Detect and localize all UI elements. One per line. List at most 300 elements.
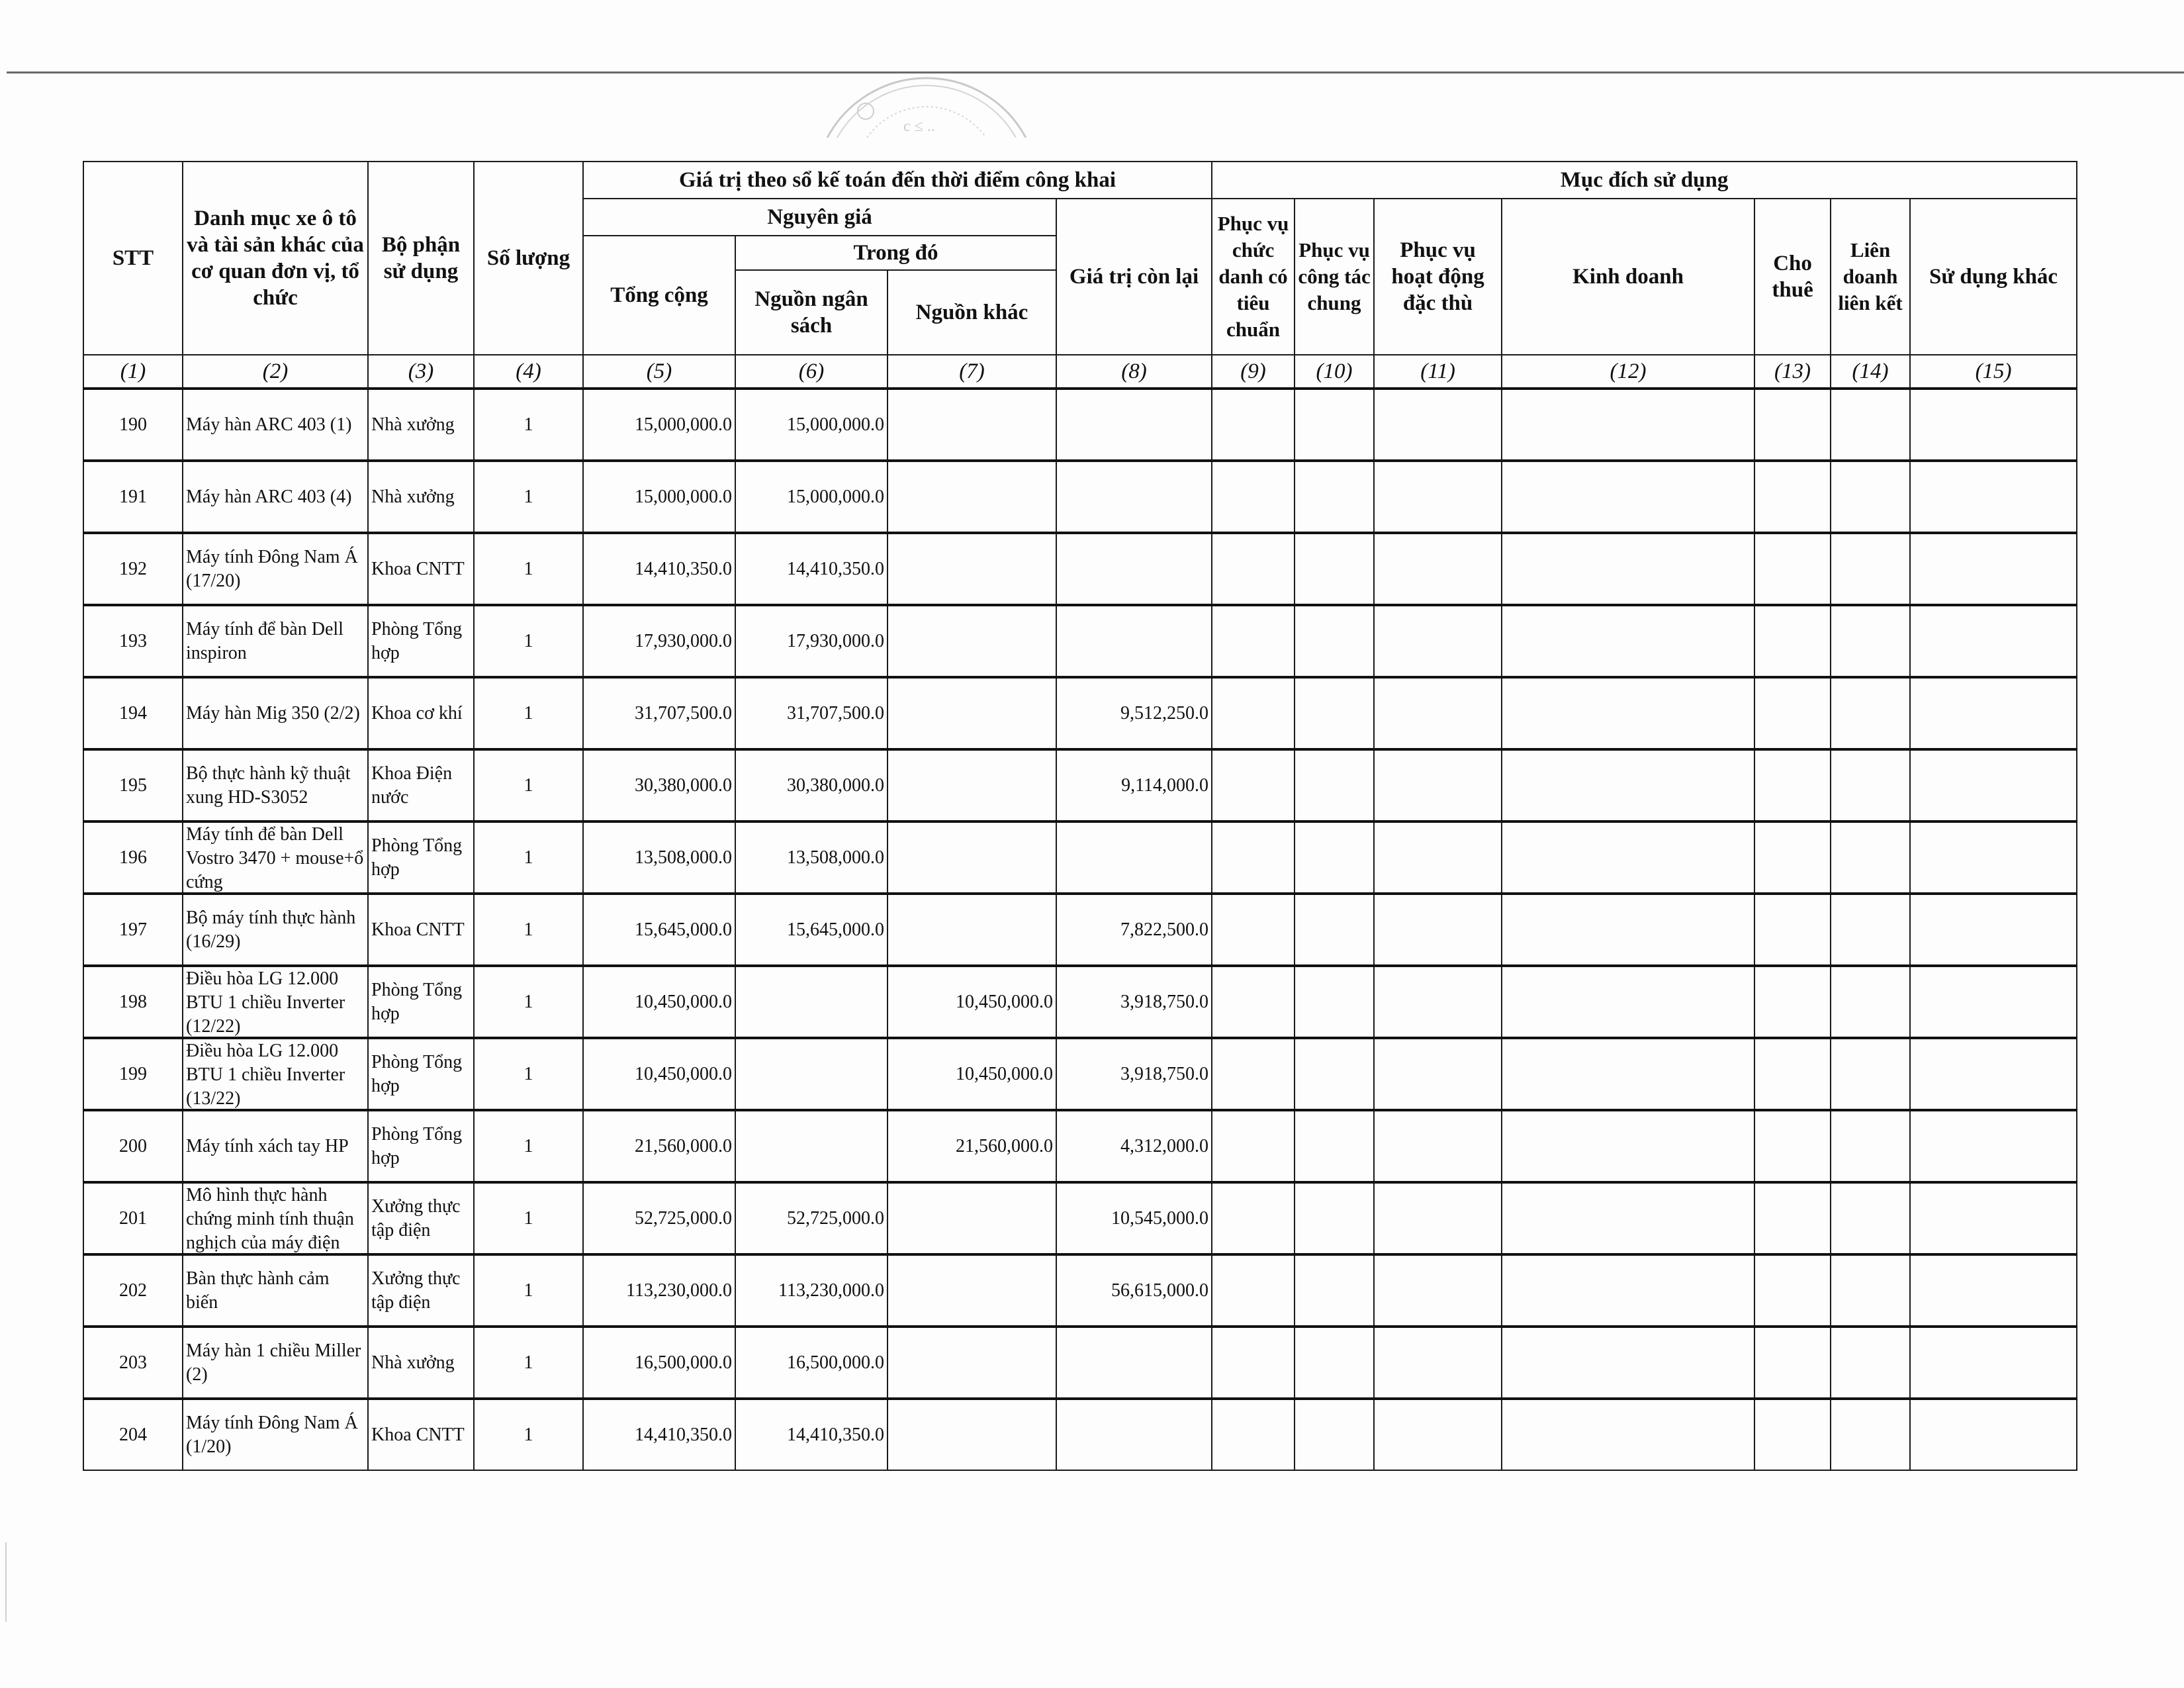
cell-quantity (474, 966, 583, 1038)
header-purpose-group: Mục đích sử dụng (1212, 162, 2077, 199)
header-department: Bộ phận sử dụng (368, 162, 474, 355)
cell-stt (83, 677, 183, 749)
cell-stt-text: 193 (119, 630, 147, 651)
cell-remaining-value-text: 7,822,500.0 (1120, 919, 1209, 940)
cell-remaining-value (1056, 1254, 1212, 1327)
cell-department (368, 749, 474, 821)
cell-asset-name-text: Máy hàn Mig 350 (2/2) (186, 702, 360, 724)
cell-total (583, 461, 735, 533)
cell-purpose-empty (1754, 821, 1831, 894)
cell-total (583, 533, 735, 605)
cell-purpose-empty (1754, 677, 1831, 749)
cell-stt (83, 1254, 183, 1327)
table-row (83, 461, 2077, 533)
cell-quantity-text: 1 (523, 1063, 533, 1084)
cell-department-text: Khoa cơ khí (371, 702, 463, 724)
cell-purpose-empty (1910, 821, 2077, 894)
cell-quantity (474, 749, 583, 821)
cell-budget-source (735, 389, 887, 461)
cell-asset-name (183, 605, 368, 677)
cell-asset-name (183, 1399, 368, 1470)
cell-remaining-value-text: 10,545,000.0 (1111, 1207, 1209, 1229)
column-index-row (83, 355, 2077, 389)
cell-purpose-empty (1502, 1254, 1754, 1327)
header-remaining-value: Giá trị còn lại (1056, 199, 1212, 355)
cell-quantity (474, 389, 583, 461)
cell-asset-name (183, 1327, 368, 1399)
cell-department (368, 461, 474, 533)
cell-budget-source-text: 16,500,000.0 (787, 1352, 884, 1373)
cell-total-text: 10,450,000.0 (635, 991, 732, 1012)
cell-department (368, 1038, 474, 1110)
cell-total (583, 677, 735, 749)
cell-purpose-empty (1295, 677, 1374, 749)
cell-remaining-value (1056, 461, 1212, 533)
cell-purpose-empty (1502, 389, 1754, 461)
cell-department (368, 677, 474, 749)
cell-asset-name (183, 389, 368, 461)
cell-asset-name (183, 461, 368, 533)
cell-purpose-empty (1831, 1110, 1910, 1182)
cell-purpose-empty (1212, 1254, 1295, 1327)
cell-purpose-empty (1910, 966, 2077, 1038)
header-stt: STT (83, 162, 183, 355)
cell-stt (83, 605, 183, 677)
cell-purpose-empty (1374, 1110, 1502, 1182)
cell-remaining-value (1056, 605, 1212, 677)
cell-stt-text: 199 (119, 1063, 147, 1084)
column-index: (1) (83, 355, 183, 389)
cell-remaining-value-text: 4,312,000.0 (1120, 1135, 1209, 1156)
cell-department (368, 1182, 474, 1254)
cell-budget-source (735, 1038, 887, 1110)
cell-remaining-value (1056, 821, 1212, 894)
cell-stt (83, 966, 183, 1038)
cell-remaining-value (1056, 1110, 1212, 1182)
cell-purpose-empty (1831, 605, 1910, 677)
table-row (83, 966, 2077, 1038)
table-row (83, 894, 2077, 966)
cell-quantity-text: 1 (523, 1280, 533, 1301)
cell-purpose-empty (1212, 894, 1295, 966)
table-row (83, 1254, 2077, 1327)
cell-purpose-empty (1212, 605, 1295, 677)
cell-budget-source-text: 17,930,000.0 (787, 630, 884, 651)
cell-other-source (887, 821, 1056, 894)
header-quantity: Số lượng (474, 162, 583, 355)
table-row (83, 605, 2077, 677)
cell-purpose-empty (1295, 1327, 1374, 1399)
header-purpose-title: Phục vụ chức danh có tiêu chuẩn (1212, 199, 1295, 355)
cell-purpose-empty (1212, 1327, 1295, 1399)
table-row (83, 1182, 2077, 1254)
cell-budget-source (735, 1110, 887, 1182)
column-index: (14) (1831, 355, 1910, 389)
cell-purpose-empty (1374, 966, 1502, 1038)
cell-department (368, 894, 474, 966)
cell-purpose-empty (1295, 389, 1374, 461)
cell-remaining-value (1056, 1399, 1212, 1470)
cell-purpose-empty (1754, 1254, 1831, 1327)
table-row (83, 1038, 2077, 1110)
cell-department-text: Nhà xưởng (371, 1352, 455, 1373)
cell-purpose-empty (1374, 677, 1502, 749)
cell-stt-text: 197 (119, 919, 147, 940)
cell-stt (83, 1399, 183, 1470)
cell-purpose-empty (1374, 894, 1502, 966)
column-index: (6) (735, 355, 887, 389)
cell-asset-name-text: Bộ máy tính thực hành (16/29) (186, 907, 356, 952)
cell-purpose-empty (1910, 1327, 2077, 1399)
cell-quantity (474, 1182, 583, 1254)
cell-asset-name-text: Máy tính xách tay HP (186, 1135, 349, 1156)
cell-purpose-empty (1910, 1399, 2077, 1470)
cell-purpose-empty (1295, 821, 1374, 894)
cell-other-source (887, 749, 1056, 821)
cell-department-text: Xưởng thực tập điện (371, 1268, 461, 1313)
cell-purpose-empty (1831, 1182, 1910, 1254)
cell-asset-name-text: Điều hòa LG 12.000 BTU 1 chiều Inverter (13/22) (186, 1041, 345, 1109)
cell-purpose-empty (1502, 894, 1754, 966)
cell-other-source (887, 894, 1056, 966)
cell-purpose-empty (1374, 1038, 1502, 1110)
seal-stamp (788, 71, 1066, 138)
cell-purpose-empty (1212, 1038, 1295, 1110)
cell-purpose-empty (1754, 1327, 1831, 1399)
cell-total-text: 14,410,350.0 (635, 558, 732, 579)
cell-other-source (887, 677, 1056, 749)
cell-budget-source (735, 1254, 887, 1327)
cell-purpose-empty (1910, 677, 2077, 749)
cell-purpose-empty (1295, 461, 1374, 533)
cell-quantity (474, 894, 583, 966)
cell-remaining-value (1056, 677, 1212, 749)
cell-budget-source (735, 966, 887, 1038)
cell-quantity-text: 1 (523, 558, 533, 579)
cell-remaining-value-text: 3,918,750.0 (1120, 991, 1209, 1012)
cell-stt-text: 194 (119, 702, 147, 724)
cell-purpose-empty (1831, 1327, 1910, 1399)
cell-department (368, 533, 474, 605)
cell-other-source (887, 1327, 1056, 1399)
cell-purpose-empty (1295, 605, 1374, 677)
cell-budget-source-text: 113,230,000.0 (778, 1280, 884, 1301)
table-row (83, 749, 2077, 821)
cell-purpose-empty (1212, 1182, 1295, 1254)
cell-total-text: 113,230,000.0 (626, 1280, 732, 1301)
asset-table (83, 161, 2077, 1471)
cell-department-text: Khoa CNTT (371, 919, 465, 940)
cell-stt-text: 203 (119, 1352, 147, 1373)
cell-total-text: 52,725,000.0 (635, 1207, 732, 1229)
cell-total-text: 13,508,000.0 (635, 847, 732, 868)
cell-department-text: Xưởng thực tập điện (371, 1196, 461, 1241)
cell-asset-name (183, 821, 368, 894)
cell-quantity-text: 1 (523, 1207, 533, 1229)
cell-asset-name (183, 1038, 368, 1110)
cell-quantity-text: 1 (523, 1135, 533, 1156)
cell-budget-source (735, 749, 887, 821)
cell-asset-name-text: Máy hàn ARC 403 (4) (186, 486, 352, 507)
cell-stt-text: 198 (119, 991, 147, 1012)
cell-department (368, 966, 474, 1038)
cell-department (368, 821, 474, 894)
cell-total (583, 389, 735, 461)
cell-purpose-empty (1212, 461, 1295, 533)
cell-remaining-value (1056, 749, 1212, 821)
cell-purpose-empty (1754, 389, 1831, 461)
cell-other-source (887, 1038, 1056, 1110)
cell-stt (83, 461, 183, 533)
cell-purpose-empty (1754, 1399, 1831, 1470)
header-budget-source: Nguồn ngân sách (735, 270, 887, 355)
cell-purpose-empty (1502, 1110, 1754, 1182)
cell-purpose-empty (1831, 389, 1910, 461)
cell-total-text: 31,707,500.0 (635, 702, 732, 724)
cell-purpose-empty (1831, 1254, 1910, 1327)
cell-purpose-empty (1374, 1254, 1502, 1327)
cell-stt-text: 201 (119, 1207, 147, 1229)
cell-purpose-empty (1212, 749, 1295, 821)
cell-stt (83, 533, 183, 605)
cell-purpose-empty (1374, 749, 1502, 821)
cell-purpose-empty (1910, 389, 2077, 461)
cell-asset-name (183, 533, 368, 605)
cell-department-text: Khoa CNTT (371, 558, 465, 579)
cell-total-text: 17,930,000.0 (635, 630, 732, 651)
cell-total (583, 1110, 735, 1182)
cell-total (583, 1038, 735, 1110)
cell-purpose-empty (1754, 1110, 1831, 1182)
cell-asset-name-text: Bộ thực hành kỹ thuật xung HD-S3052 (186, 763, 351, 808)
cell-quantity (474, 1254, 583, 1327)
cell-purpose-empty (1910, 1110, 2077, 1182)
column-index: (11) (1374, 355, 1502, 389)
cell-quantity (474, 1327, 583, 1399)
cell-total-text: 15,645,000.0 (635, 919, 732, 940)
cell-asset-name (183, 677, 368, 749)
cell-purpose-empty (1295, 1254, 1374, 1327)
cell-other-source (887, 533, 1056, 605)
cell-purpose-empty (1754, 894, 1831, 966)
cell-purpose-empty (1502, 821, 1754, 894)
cell-asset-name-text: Máy tính để bàn Dell inspiron (186, 618, 343, 663)
cell-total (583, 605, 735, 677)
column-index: (4) (474, 355, 583, 389)
column-index: (5) (583, 355, 735, 389)
cell-total-text: 30,380,000.0 (635, 774, 732, 796)
cell-asset-name (183, 749, 368, 821)
cell-quantity-text: 1 (523, 919, 533, 940)
header-original-price: Nguyên giá (583, 199, 1056, 236)
cell-total (583, 821, 735, 894)
cell-purpose-empty (1502, 533, 1754, 605)
cell-department (368, 1399, 474, 1470)
cell-purpose-empty (1754, 605, 1831, 677)
cell-stt-text: 192 (119, 558, 147, 579)
cell-purpose-empty (1212, 533, 1295, 605)
cell-asset-name (183, 894, 368, 966)
cell-stt (83, 894, 183, 966)
header-purpose-rent: Cho thuê (1754, 199, 1831, 355)
cell-department-text: Phòng Tổng hợp (371, 1123, 463, 1168)
table-row (83, 677, 2077, 749)
cell-department-text: Phòng Tổng hợp (371, 979, 463, 1024)
cell-purpose-empty (1212, 677, 1295, 749)
column-index: (7) (887, 355, 1056, 389)
cell-stt (83, 821, 183, 894)
cell-asset-name (183, 1182, 368, 1254)
cell-stt (83, 1110, 183, 1182)
cell-purpose-empty (1910, 1182, 2077, 1254)
table-row (83, 533, 2077, 605)
cell-other-source (887, 389, 1056, 461)
cell-budget-source (735, 1399, 887, 1470)
cell-remaining-value-text: 56,615,000.0 (1111, 1280, 1209, 1301)
cell-quantity (474, 677, 583, 749)
cell-purpose-empty (1295, 966, 1374, 1038)
cell-asset-name-text: Máy tính để bàn Dell Vostro 3470 + mouse+ổ cứng (186, 824, 364, 892)
cell-purpose-empty (1910, 1254, 2077, 1327)
cell-purpose-empty (1212, 1110, 1295, 1182)
cell-purpose-empty (1502, 966, 1754, 1038)
header-of-which: Trong đó (735, 236, 1056, 270)
cell-stt-text: 204 (119, 1424, 147, 1445)
cell-budget-source-text: 52,725,000.0 (787, 1207, 884, 1229)
cell-budget-source (735, 605, 887, 677)
cell-asset-name (183, 1110, 368, 1182)
cell-stt (83, 1327, 183, 1399)
column-index: (8) (1056, 355, 1212, 389)
cell-budget-source (735, 1182, 887, 1254)
cell-quantity-text: 1 (523, 702, 533, 724)
cell-quantity (474, 1038, 583, 1110)
cell-purpose-empty (1831, 821, 1910, 894)
cell-department-text: Nhà xưởng (371, 414, 455, 435)
cell-remaining-value (1056, 533, 1212, 605)
cell-remaining-value (1056, 894, 1212, 966)
cell-budget-source-text: 15,000,000.0 (787, 414, 884, 435)
cell-quantity (474, 1399, 583, 1470)
cell-other-source (887, 1110, 1056, 1182)
cell-budget-source (735, 821, 887, 894)
cell-purpose-empty (1831, 894, 1910, 966)
cell-purpose-empty (1374, 461, 1502, 533)
cell-purpose-empty (1831, 677, 1910, 749)
cell-purpose-empty (1754, 749, 1831, 821)
cell-purpose-empty (1502, 605, 1754, 677)
cell-remaining-value (1056, 1038, 1212, 1110)
cell-purpose-empty (1212, 389, 1295, 461)
cell-stt-text: 196 (119, 847, 147, 868)
header-purpose-general: Phục vụ công tác chung (1295, 199, 1374, 355)
cell-budget-source-text: 15,000,000.0 (787, 486, 884, 507)
cell-quantity (474, 461, 583, 533)
cell-department (368, 389, 474, 461)
cell-purpose-empty (1502, 1182, 1754, 1254)
cell-total (583, 894, 735, 966)
column-index: (2) (183, 355, 368, 389)
cell-other-source (887, 1182, 1056, 1254)
cell-stt-text: 195 (119, 774, 147, 796)
cell-stt-text: 191 (119, 486, 147, 507)
cell-purpose-empty (1295, 894, 1374, 966)
cell-purpose-empty (1502, 1399, 1754, 1470)
cell-budget-source (735, 894, 887, 966)
cell-asset-name-text: Bàn thực hành cảm biến (186, 1268, 330, 1313)
cell-quantity-text: 1 (523, 486, 533, 507)
header-book-value-group: Giá trị theo sổ kế toán đến thời điểm công khai (583, 162, 1212, 199)
header-other-source: Nguồn khác (887, 270, 1056, 355)
cell-other-source (887, 966, 1056, 1038)
svg-text:c ≤ ..: c ≤ .. (903, 118, 935, 135)
cell-budget-source-text: 15,645,000.0 (787, 919, 884, 940)
cell-purpose-empty (1295, 1038, 1374, 1110)
cell-purpose-empty (1910, 1038, 2077, 1110)
cell-department-text: Phòng Tổng hợp (371, 618, 463, 663)
cell-purpose-empty (1502, 749, 1754, 821)
cell-total-text: 14,410,350.0 (635, 1424, 732, 1445)
column-index: (3) (368, 355, 474, 389)
cell-purpose-empty (1295, 533, 1374, 605)
cell-purpose-empty (1754, 533, 1831, 605)
cell-budget-source-text: 13,508,000.0 (787, 847, 884, 868)
cell-stt (83, 389, 183, 461)
cell-quantity-text: 1 (523, 1352, 533, 1373)
cell-other-source (887, 1399, 1056, 1470)
cell-total (583, 1182, 735, 1254)
cell-purpose-empty (1754, 1182, 1831, 1254)
table-row (83, 1327, 2077, 1399)
column-index: (10) (1295, 355, 1374, 389)
table-row (83, 821, 2077, 894)
cell-purpose-empty (1831, 966, 1910, 1038)
cell-remaining-value (1056, 389, 1212, 461)
cell-total (583, 1327, 735, 1399)
cell-budget-source-text: 31,707,500.0 (787, 702, 884, 724)
cell-other-source (887, 605, 1056, 677)
cell-purpose-empty (1754, 1038, 1831, 1110)
cell-purpose-empty (1910, 605, 2077, 677)
cell-department-text: Khoa Điện nước (371, 763, 453, 808)
table-row (83, 1399, 2077, 1470)
cell-asset-name (183, 966, 368, 1038)
cell-stt (83, 1038, 183, 1110)
cell-budget-source-text: 14,410,350.0 (787, 558, 884, 579)
cell-purpose-empty (1374, 1182, 1502, 1254)
scan-left-edge (5, 1542, 7, 1622)
cell-budget-source-text: 14,410,350.0 (787, 1424, 884, 1445)
cell-purpose-empty (1831, 749, 1910, 821)
cell-total-text: 15,000,000.0 (635, 414, 732, 435)
cell-purpose-empty (1374, 605, 1502, 677)
cell-purpose-empty (1374, 1327, 1502, 1399)
cell-total (583, 1399, 735, 1470)
cell-purpose-empty (1831, 533, 1910, 605)
cell-purpose-empty (1502, 677, 1754, 749)
cell-purpose-empty (1831, 461, 1910, 533)
cell-purpose-empty (1374, 821, 1502, 894)
cell-purpose-empty (1910, 894, 2077, 966)
cell-stt-text: 200 (119, 1135, 147, 1156)
cell-asset-name-text: Máy hàn 1 chiều Miller (2) (186, 1340, 361, 1385)
cell-department-text: Phòng Tổng hợp (371, 835, 463, 880)
cell-remaining-value (1056, 1327, 1212, 1399)
cell-department (368, 1110, 474, 1182)
cell-budget-source-text: 30,380,000.0 (787, 774, 884, 796)
cell-total (583, 1254, 735, 1327)
cell-quantity (474, 1110, 583, 1182)
